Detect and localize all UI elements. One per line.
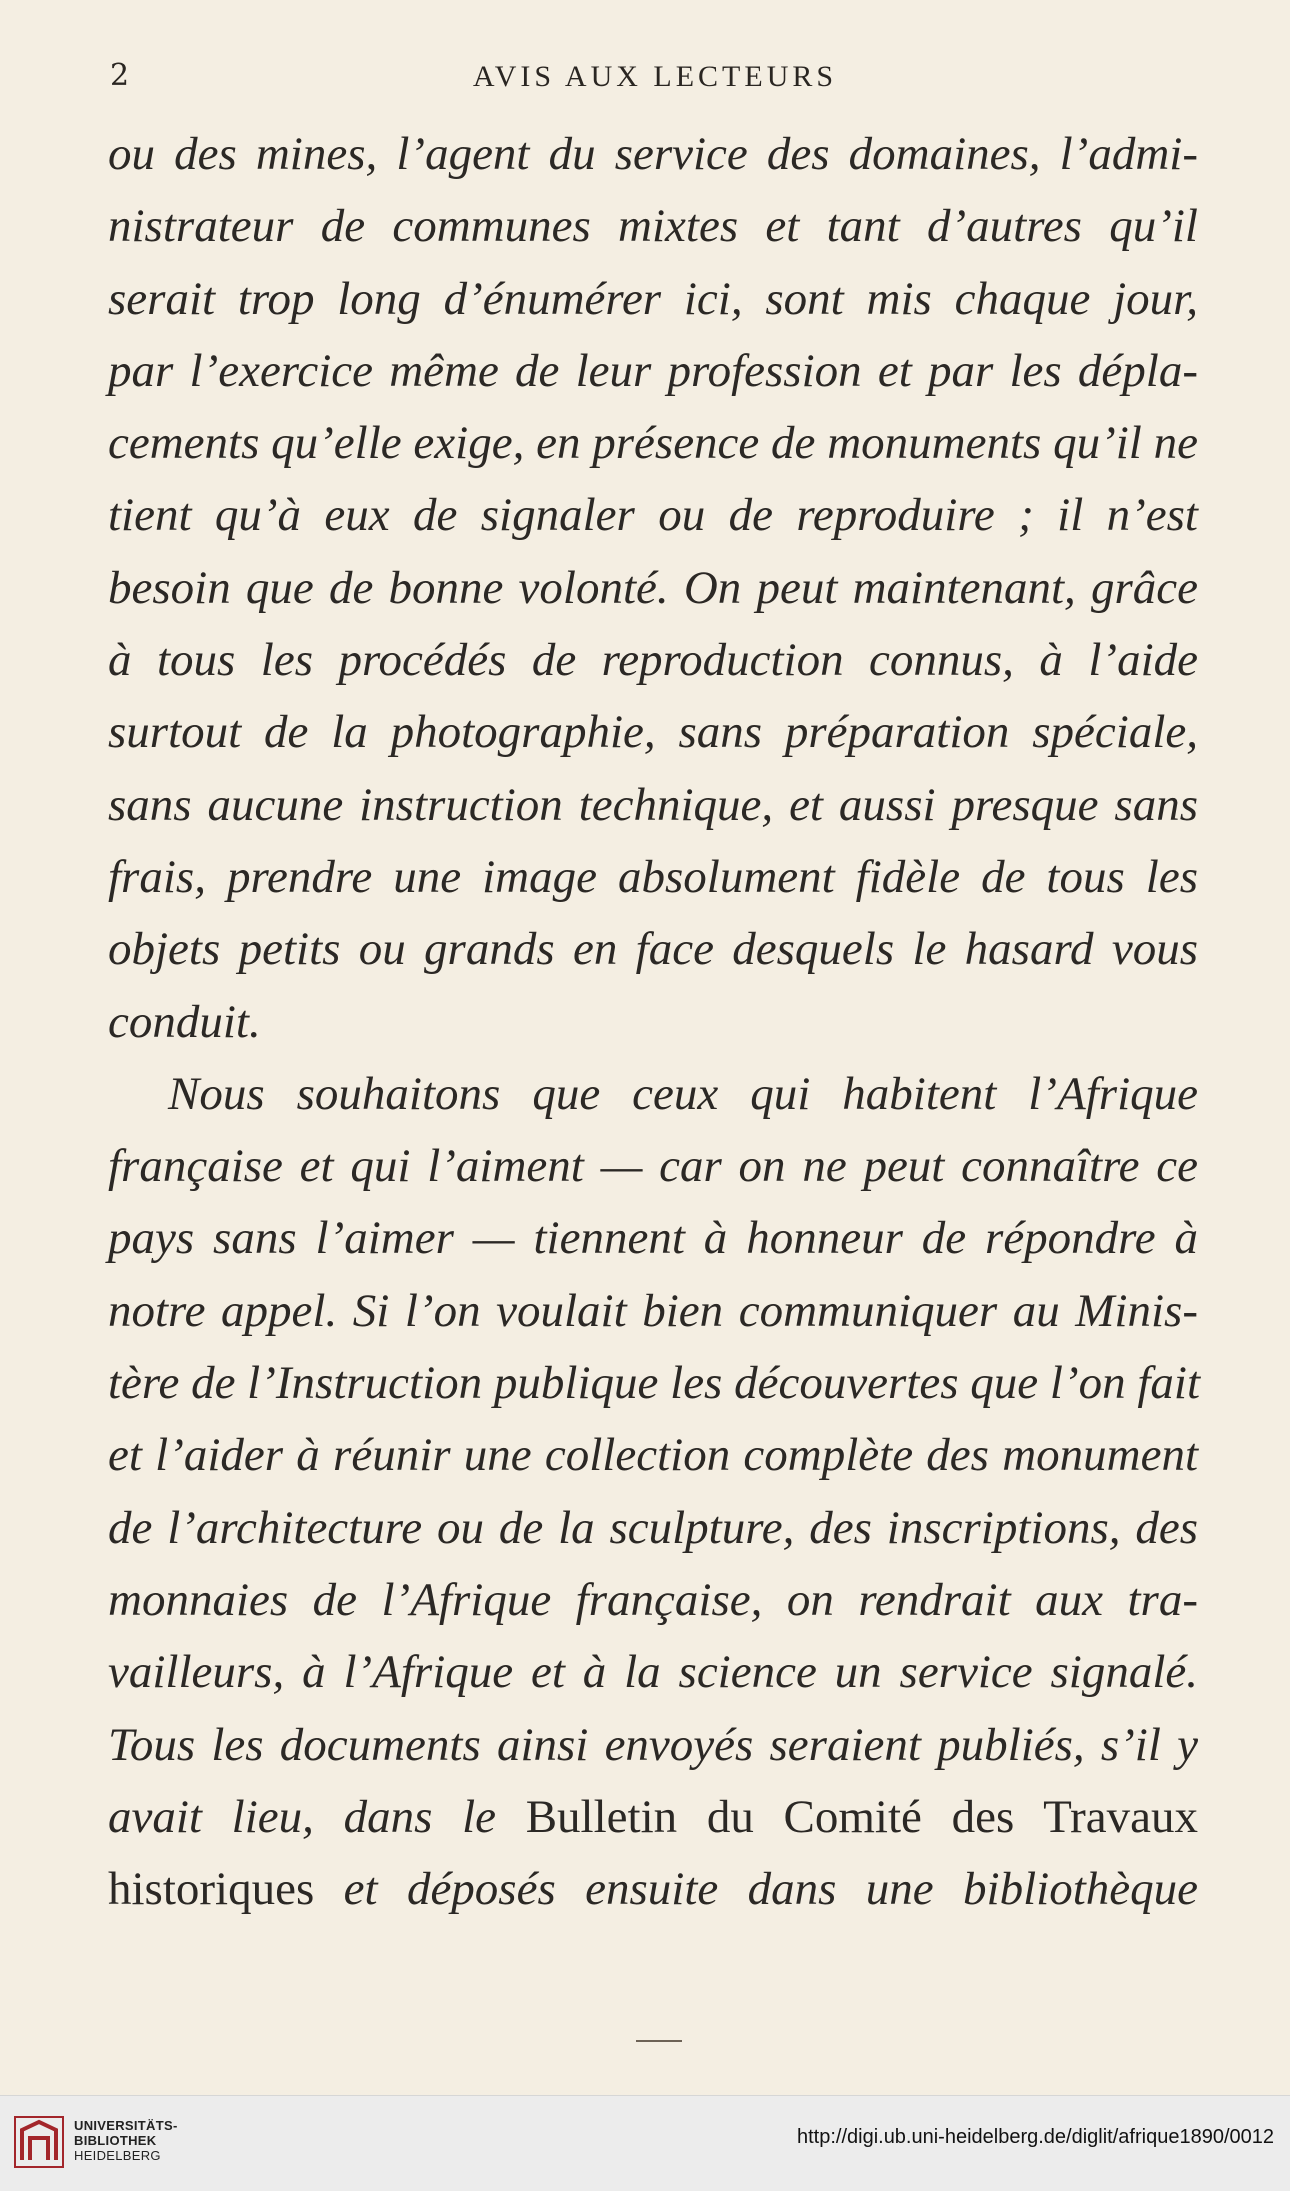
text-line: ou des mines, l’agent du service des domaines, l’admi- xyxy=(108,128,1198,180)
text-line: monnaies de l’Afrique française, on rendrait aux tra- xyxy=(108,1573,1198,1626)
text-line: par l’exercice même de leur profession et par les dépla- xyxy=(108,344,1198,397)
text-line: besoin que de bonne volonté. On peut maintenant, grâce xyxy=(108,561,1198,614)
text-line: à tous les procédés de reproduction connus, à l’aide xyxy=(108,634,1198,687)
text-line: nistrateur de communes mixtes et tant d’autres qu’il xyxy=(108,200,1198,253)
library-name-line: HEIDELBERG xyxy=(74,2148,161,2163)
text-line: notre appel. Si l’on voulait bien communiquer au Minis- xyxy=(108,1284,1198,1337)
text-line: tient qu’à eux de signaler ou de reproduire ; il n’est xyxy=(108,489,1198,542)
library-name xyxy=(74,2118,178,2163)
page-number: 2 xyxy=(110,58,130,93)
text-line: française et qui l’aiment — car on ne peut connaître ce xyxy=(108,1140,1198,1193)
text-line: surtout de la photographie, sans préparation spéciale, xyxy=(108,706,1198,759)
library-name-line: BIBLIOTHEK xyxy=(74,2133,157,2148)
footer-bar xyxy=(0,2095,1290,2191)
text-line-italic: avait lieu, dans le xyxy=(108,1790,496,1843)
text-line: sans aucune instruction technique, et aussi presque sans xyxy=(108,778,1198,831)
text-line: et l’aider à réunir une collection complète des monument xyxy=(108,1429,1198,1482)
text-line: de l’architecture ou de la sculpture, des inscriptions, des xyxy=(108,1501,1198,1554)
text-line: Tous les documents ainsi envoyés seraient publiés, s’il y xyxy=(108,1718,1198,1771)
bulletin-title: Bulletin du Comité des Travaux xyxy=(525,1790,1199,1843)
text-line: objets petits ou grands en face desquels le hasard vous xyxy=(108,923,1198,976)
running-title: AVIS AUX LECTEURS xyxy=(472,60,838,93)
text-line xyxy=(108,1781,1198,1853)
text-line: conduit. xyxy=(108,995,261,1048)
heidelberg-library-logo-icon xyxy=(14,2116,64,2168)
library-name-line: UNIVERSITÄTS- xyxy=(74,2118,178,2133)
text-line: vailleurs, à l’Afrique et à la science un service signalé. xyxy=(108,1646,1198,1699)
text-line xyxy=(108,1853,1198,1925)
text-line: pays sans l’aimer — tiennent à honneur de répondre à xyxy=(108,1212,1198,1265)
page-ornament xyxy=(636,2040,682,2042)
text-line: tère de l’Instruction publique les découvertes que l’on fait xyxy=(108,1357,1201,1410)
text-line: cements qu’elle exige, en présence de monuments qu’il ne xyxy=(108,417,1198,470)
text-line: serait trop long d’énumérer ici, sont mis chaque jour, xyxy=(108,272,1198,325)
body-text xyxy=(108,118,1201,1925)
bulletin-title-end: historiques xyxy=(108,1863,315,1916)
text-line-italic: et déposés ensuite dans une bibliothèque xyxy=(343,1863,1198,1916)
text-line: Nous souhaitons que ceux qui habitent l’Afrique xyxy=(168,1067,1198,1120)
source-url[interactable]: http://digi.ub.uni-heidelberg.de/diglit/afrique1890/0012 xyxy=(796,2126,1274,2148)
running-head xyxy=(110,58,1200,108)
text-line: frais, prendre une image absolument fidèle de tous les xyxy=(108,850,1198,903)
